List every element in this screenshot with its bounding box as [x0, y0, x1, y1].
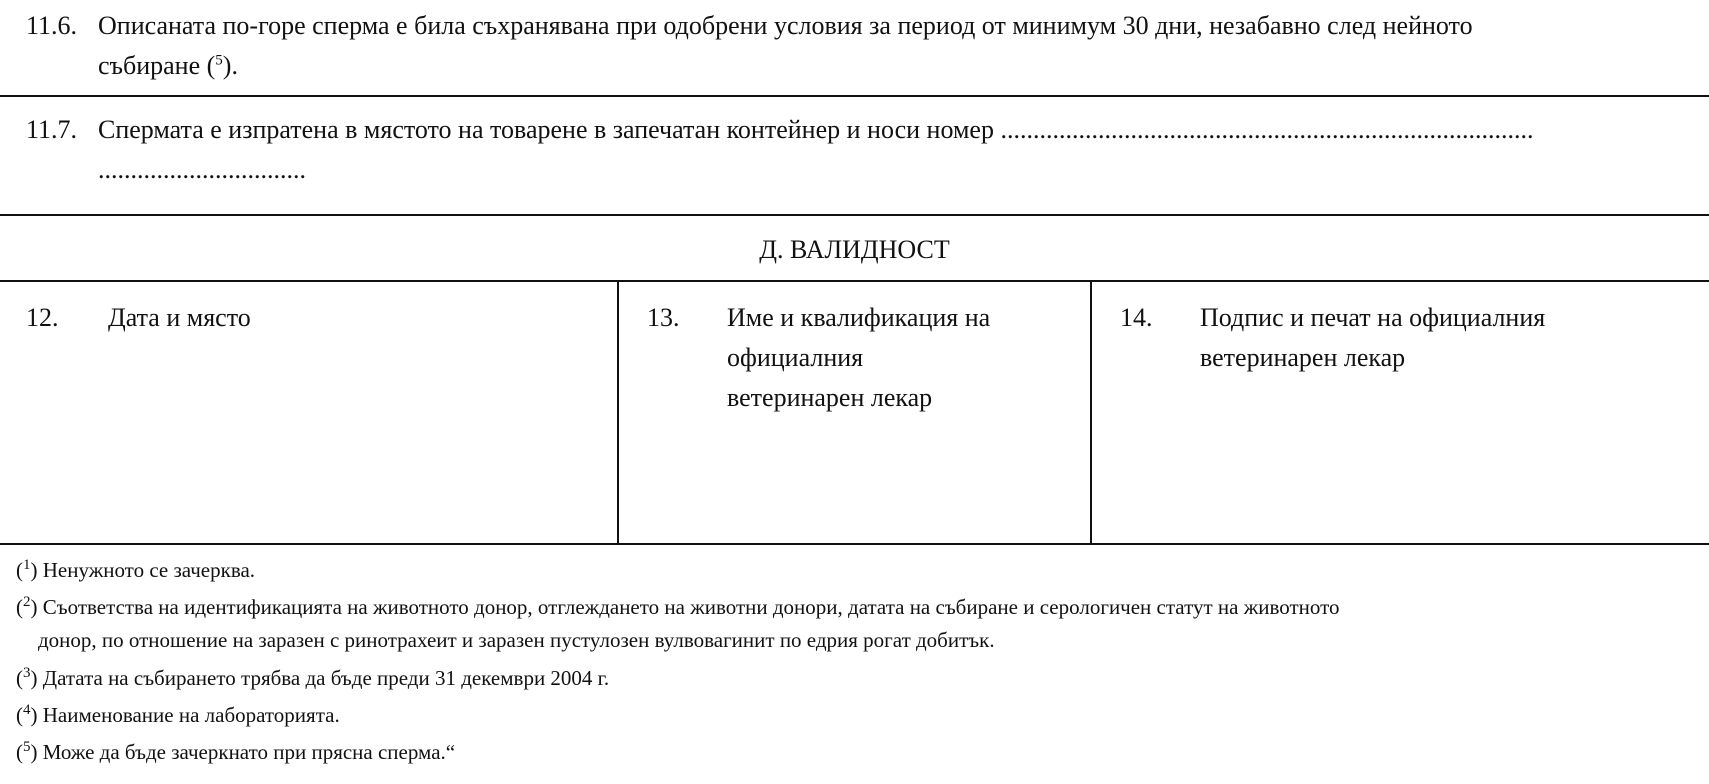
cell-label-line3: ветеринарен лекар: [727, 383, 933, 412]
cell-label-line1: Подпис и печат на официалния: [1200, 303, 1546, 332]
footnote-1: ($^1$) Ненужното се зачерква.: [16, 557, 256, 582]
item-text-line1: Описаната по-горе сперма е била съхранявана при одобрени условия за период от минимум 30 дни, незабавно след нейното: [98, 11, 1473, 40]
footnote-4: ($^4$) Наименование на лабораторията.: [16, 702, 340, 727]
column-divider: [617, 281, 619, 543]
divider: [0, 280, 1709, 282]
cell-label-line2: ветеринарен лекар: [1200, 343, 1406, 372]
cell-number: 13.: [647, 303, 680, 332]
footnote-2-continued: донор, по отношение на заразен с ринотрахеит и заразен пустулозен вулвовагинит по едрия рогат добитък.: [38, 628, 995, 652]
column-divider: [1090, 281, 1092, 543]
footnote-ref[interactable]: 5: [215, 52, 223, 69]
divider: [0, 95, 1709, 97]
divider: [0, 543, 1709, 545]
item-text-line2: събиране ($^5$).: [98, 51, 238, 80]
item-number: 11.7.: [26, 115, 78, 144]
item-text-line1: Спермата е изпратена в мястото на товарене в запечатан контейнер и носи номер ..................................................................................: [98, 115, 1534, 144]
item-text-line2: ................................: [98, 155, 306, 184]
cell-label-line2: официалния: [727, 343, 864, 372]
cell-number: 12.: [26, 303, 59, 332]
cell-number: 14.: [1120, 303, 1153, 332]
footnote-3: ($^3$) Датата на събирането трябва да бъде преди 31 декември 2004 г.: [16, 665, 610, 690]
divider: [0, 214, 1709, 216]
cell-label-line1: Име и квалификация на: [727, 303, 991, 332]
section-title: Д. ВАЛИДНОСТ: [759, 235, 950, 264]
cell-label: Дата и място: [108, 303, 251, 332]
item-number: 11.6.: [26, 11, 78, 40]
footnote-5: ($^5$) Може да бъде зачеркнато при прясна сперма.“: [16, 739, 456, 764]
footnote-2: ($^2$) Съответства на идентификацията на животното донор, отглеждането на животни донори, датата на събиране и серологичен статут на животното: [16, 594, 1340, 619]
